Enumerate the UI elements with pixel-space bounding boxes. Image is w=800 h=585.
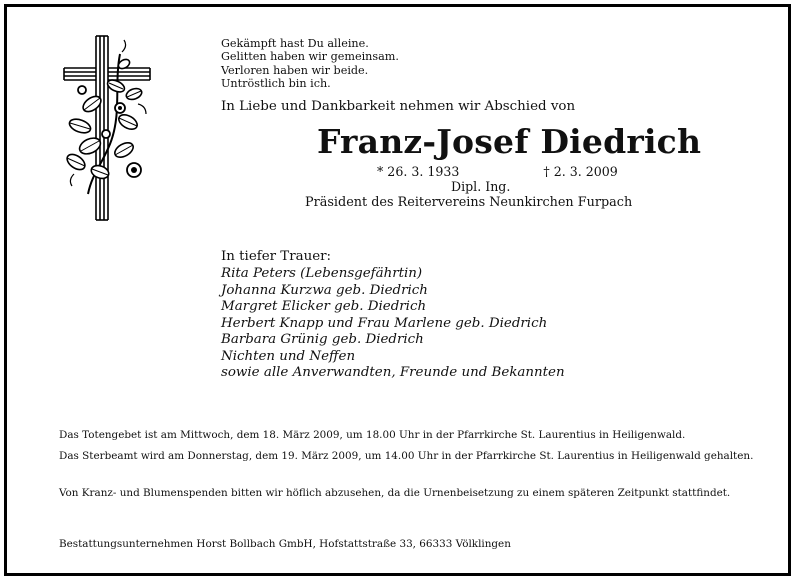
prayer-notice: Das Totengebet ist am Mittwoch, dem 18. März 2009, um 18.00 Uhr in der Pfarrkirche St. Laurentius in Heiligenwald. <box>59 429 686 441</box>
death-date: † 2. 3. 2009 <box>543 164 618 179</box>
requiem-notice: Das Sterbeamt wird am Donnerstag, dem 19. März 2009, um 14.00 Uhr in der Pfarrkirche St. Laurentius in Heiligenwald gehalten. <box>59 450 754 462</box>
poem-line: Untröstlich bin ich. <box>221 77 331 91</box>
mourners-list <box>221 266 565 382</box>
poem-line: Gekämpft hast Du alleine. <box>221 37 369 50</box>
mourning-heading: In tiefer Trauer: <box>221 249 332 264</box>
mourner: Margret Elicker geb. Diedrich <box>221 299 427 314</box>
cross-with-roses-icon <box>62 34 154 224</box>
life-dates <box>377 164 618 179</box>
mourner: Johanna Kurzwa geb. Diedrich <box>221 282 428 298</box>
poem <box>221 37 399 91</box>
mourner: Nichten und Neffen <box>221 348 356 364</box>
undertaker-notice: Bestattungsunternehmen Horst Bollbach GmbH, Hofstattstraße 33, 66333 Völklingen <box>59 538 511 550</box>
mourner: sowie alle Anverwandten, Freunde und Bekannten <box>221 365 565 380</box>
academic-degree: Dipl. Ing. <box>451 179 511 194</box>
deceased-role: Präsident des Reitervereins Neunkirchen Furpach <box>305 195 633 210</box>
poem-line: Verloren haben wir beide. <box>221 63 369 77</box>
poem-line: Gelitten haben wir gemeinsam. <box>221 50 399 64</box>
deceased-name: Franz-Josef Diedrich <box>317 122 702 161</box>
birth-date: * 26. 3. 1933 <box>377 164 460 179</box>
farewell-intro: In Liebe und Dankbarkeit nehmen wir Abschied von <box>221 99 576 114</box>
mourner: Herbert Knapp und Frau Marlene geb. Diedrich <box>221 315 548 331</box>
mourner: Barbara Grünig geb. Diedrich <box>221 332 424 347</box>
mourner: Rita Peters (Lebensgefährtin) <box>221 266 423 281</box>
flowers-notice: Von Kranz- und Blumenspenden bitten wir höflich abzusehen, da die Urnenbeisetzung zu einem späteren Zeitpunkt stattfindet. <box>59 487 731 499</box>
